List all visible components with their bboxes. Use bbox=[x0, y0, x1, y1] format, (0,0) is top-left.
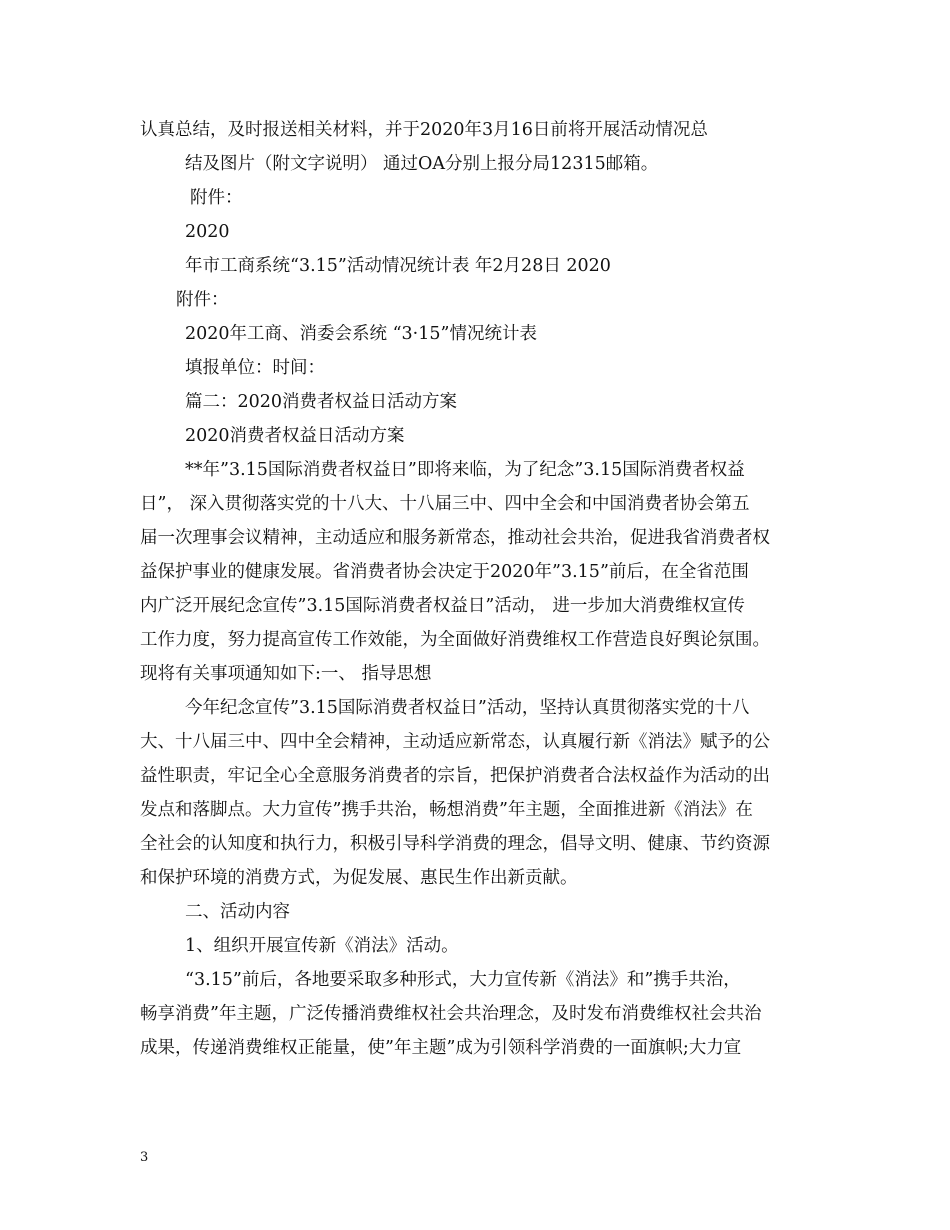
text-line: 认真总结，及时报送相关材料，并于2020年3月16日前将开展活动情况总 bbox=[140, 120, 708, 140]
text-line: 2020年工商、消委会系统 “3·15”情况统计表 bbox=[185, 324, 537, 344]
text-line: 全社会的认知度和执行力，积极引导科学消费的理念，倡导文明、健康、节约资源 bbox=[140, 834, 770, 854]
document-title: 2020消费者权益日活动方案 bbox=[185, 426, 405, 446]
text-line: 结及图片（附文字说明） 通过OA分别上报分局12315邮箱。 bbox=[185, 154, 659, 174]
text-line: **年”3.15国际消费者权益日”即将来临，为了纪念”3.15国际消费者权益 bbox=[185, 460, 745, 480]
text-line: 益保护事业的健康发展。省消费者协会决定于2020年”3.15”前后，在全省范围 bbox=[140, 562, 749, 582]
text-line: 工作力度，努力提高宣传工作效能，为全面做好消费维权工作营造良好舆论氛围。 bbox=[140, 630, 770, 650]
text-line: 2020 bbox=[185, 222, 230, 242]
text-line: 和保护环境的消费方式，为促发展、惠民生作出新贡献。 bbox=[140, 868, 578, 888]
text-line: 成果，传递消费维权正能量，使”年主题”成为引领科学消费的一面旗帜;大力宣 bbox=[140, 1038, 742, 1058]
text-line: 大、十八届三中、四中全会精神，主动适应新常态，认真履行新《消法》赋予的公 bbox=[140, 732, 770, 752]
text-line: 填报单位：时间： bbox=[185, 358, 325, 378]
text-line: 届一次理事会议精神，主动适应和服务新常态，推动社会共治，促进我省消费者权 bbox=[140, 528, 770, 548]
section-heading: 二、活动内容 bbox=[185, 902, 290, 922]
text-line: 益性职责，牢记全心全意服务消费者的宗旨，把保护消费者合法权益作为活动的出 bbox=[140, 766, 770, 786]
text-line: 畅享消费”年主题，广泛传播消费维权社会共治理念，及时发布消费维权社会共治 bbox=[140, 1004, 762, 1024]
page-number: 3 bbox=[140, 1150, 149, 1165]
section-heading: 篇二：2020消费者权益日活动方案 bbox=[185, 392, 458, 412]
text-line: 现将有关事项通知如下:一、 指导思想 bbox=[140, 664, 432, 684]
text-line: “3.15”前后，各地要采取多种形式，大力宣传新《消法》和”携手共治， bbox=[185, 970, 741, 990]
text-line: 附件： bbox=[190, 188, 243, 208]
text-line: 附件： bbox=[176, 290, 229, 310]
text-line: 发点和落脚点。大力宣传”携手共治，畅想消费”年主题，全面推进新《消法》在 bbox=[140, 800, 753, 820]
text-line: 内广泛开展纪念宣传”3.15国际消费者权益日”活动， 进一步加大消费维权宣传 bbox=[140, 596, 745, 616]
text-line: 1、组织开展宣传新《消法》活动。 bbox=[185, 936, 459, 956]
text-line: 年市工商系统“3.15”活动情况统计表 年2月28日 2020 bbox=[185, 256, 611, 276]
text-line: 今年纪念宣传”3.15国际消费者权益日”活动，坚持认真贯彻落实党的十八 bbox=[185, 698, 750, 718]
text-line: 日”， 深入贯彻落实党的十八大、十八届三中、四中全会和中国消费者协会第五 bbox=[140, 494, 750, 514]
